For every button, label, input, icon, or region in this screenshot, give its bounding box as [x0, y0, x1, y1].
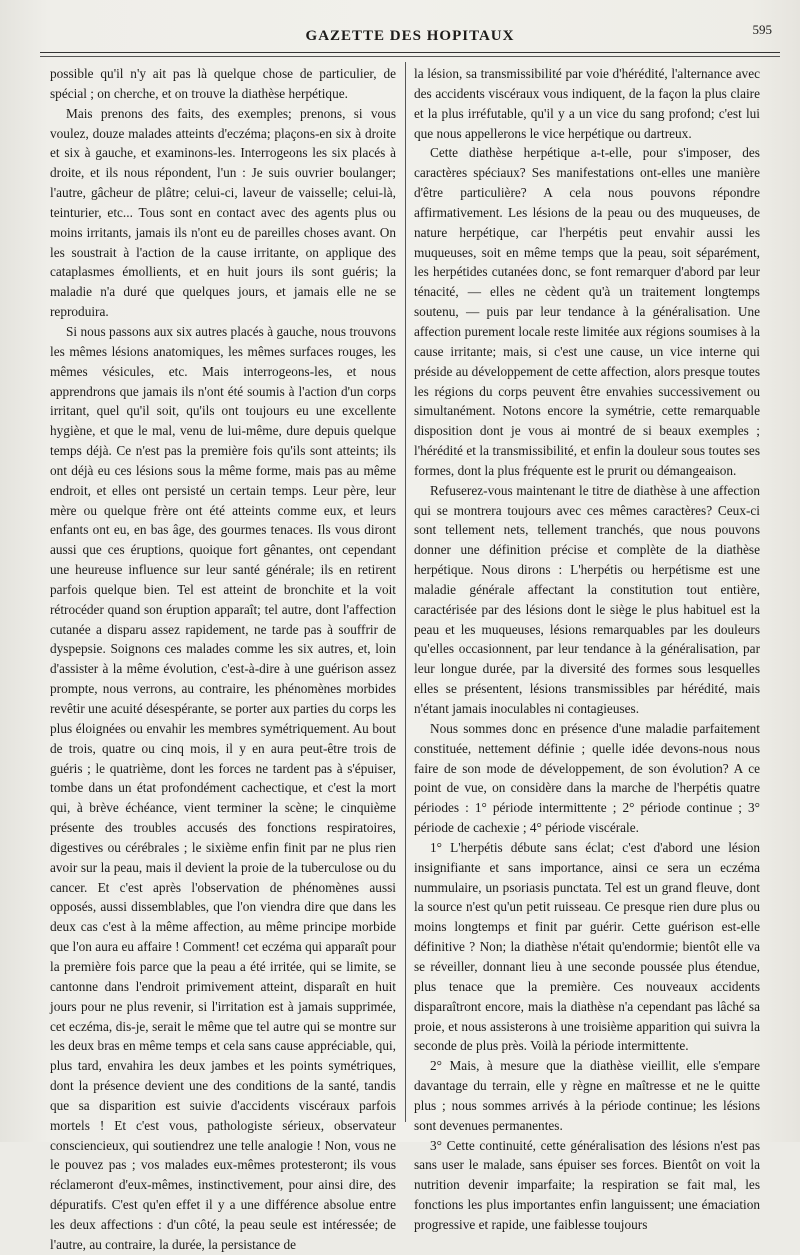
paragraph: Refuserez-vous maintenant le titre de diathèse à une affection qui se montrera toujours avec ces mêmes caractères? Ceux-ci sont tellement nets, tellement tranchés, que nous pouvons donner une définition précise et complète de la diathèse herpétique. Nous dirons : L'herpétis ou herpétisme est une maladie générale affectant la constitution tout entière, caractérisée par des lésions dont le siège le plus habituel est la peau et les muqueuses, lésions remarquables par les douleurs qu'elles occasionnent, par leur tendance à la généralisation, par leur longue durée, par la diversité des formes sous lesquelles elles se présentent, lésions transmissibles par hérédité, mais n'étant jamais inoculables ni contagieuses.	[414, 482, 760, 716]
header-rule-thin	[40, 56, 780, 57]
right-column	[414, 64, 760, 1232]
page-header	[40, 22, 780, 50]
paragraph: possible qu'il n'y ait pas là quelque chose de particulier, de spécial ; on cherche, et on trouve la diathèse herpétique.	[50, 66, 396, 101]
paragraph: Cette diathèse herpétique a-t-elle, pour s'imposer, des caractères spéciaux? Ses manifestations ont-elles une manière d'être particulière? A cela nous pouvons répondre affirmativement. Les lésions de la peau ou des muqueuses, de nature herpétique, car l'herpétis peut envahir aussi les muqueuses, soit en même temps que la peau, soit séparément, les herpétides cutanées donc, se font remarquer d'abord par leur ténacité, — elles ne cèdent qu'à un traitement longtemps soutenu, — puis par leur tendance à la généralisation. Une affection purement locale reste limitée aux régions soumises à la cause irritante; mais, si c'est une cause, un vice interne qui préside au développement de cette affection, alors presque toutes les régions du corps peuvent être envahies successivement ou simultanément. Notons encore la symétrie, cette remarquable disposition dont je vous ai montré de si beaux exemples ; l'hérédité et la transmissibilité, et enfin la douleur sous toutes ses formes, dont la plus fréquente est le prurit ou démangeaison.	[414, 145, 760, 478]
paragraph: Si nous passons aux six autres placés à gauche, nous trouvons les mêmes lésions anatomiques, les mêmes surfaces rouges, les mêmes vésicules, etc. Mais interrogeons-les, et nous apprendrons que jamais ils n'ont été soumis à l'action d'un corps irritant, quel qu'il soit, qu'ils ont toujours eu une excellente hygiène, et que le mal, venu de lui-même, dure depuis quelque temps déjà. Ce n'est pas la première fois qu'ils sont atteints; ils ont déjà eu ces lésions sous la même forme, mais pas au même endroit, et elles ont persisté un certain temps. Leur père, leur mère ou quelque frère ont été atteints comme eux, et leurs enfants ont eu, en bas âge, des gourmes tenaces. Ils vous diront aussi que ces éruptions, quoique fort gênantes, ont cependant une heureuse influence sur leur santé générale; ils en retirent parfois quelque bien. Tel est atteint de bronchite et la voit rétrocéder quand son éruption apparaît; tel autre, dont l'affection cutanée a disparu assez rapidement, ne tarde pas à souffrir de dyspepsie. Soignons ces malades comme les six autres, et, loin d'assister à la même évolution, c'est-à-dire à une guérison assez prompte, nous verrons, au contraire, les phénomènes morbides revêtir une acuité désespérante, se porter aux parties du corps les plus éloignées ou envahir les membres symétriquement. Au bout de trois, quatre ou cinq mois, il y en aura peut-être trois de guéris ; le quatrième, dont les forces ne tardent pas à s'épuiser, tombe dans un état profondément cachectique, et c'est la mort qui, à brève échéance, vient terminer la scène; le cinquième présente des troubles accusés des fonctions respiratoires, digestives ou cérébrales ; le sixième enfin finit par ne plus rien avoir sur la peau, mais il devient la proie de la tuberculose ou du cancer. Et c'est après l'observation de phénomènes aussi opposés, aussi dissemblables, que l'on viendra dire que dans les deux cas c'est à la même affection, au même principe morbide que l'on aura eu affaire ! Comment! cet eczéma qui apparaît pour la première fois parce que la peau a été irritée, qui se limite, se cantonne dans l'endroit primivement atteint, disparaît en huit jours pour ne plus revenir, si l'irritation est à jamais supprimée, cet eczéma, dis-je, serait le même que tel autre qui se montre sur les deux bras en même temps et cela sans cause appréciable, qui, plus tard, envahira les deux jambes et les points symétriques, dont la présence devient une des conditions de la santé, tandis que sa disparition est suivie d'accidents viscéraux parfois mortels ! Et c'est vous, pathologiste sérieux, observateur consciencieux, qui soutiendrez une telle analogie ! Non, vous ne le pouvez pas ; vos malades eux-mêmes protesteront; ils vous réclameront d'eux-mêmes, instinctivement, pour ainsi dire, des dépuratifs. C'est qu'en effet il y a une différence absolue entre les deux affections : d'un côté, la peau seule est intéressée; de l'autre, au contraire, la durée, la persistance de	[50, 323, 396, 1252]
left-column	[50, 64, 396, 1252]
column-divider	[405, 62, 406, 1122]
paragraph: 3° Cette continuité, cette généralisation des lésions n'est pas sans user le malade, sans épuiser ses forces. Bientôt on voit la nutrition devenir imparfaite; la respiration se fait mal, les fonctions les plus importantes enfin languissent; une émaciation progressive et rapide, une faiblesse toujours	[414, 1137, 760, 1232]
paragraph: Mais prenons des faits, des exemples; prenons, si vous voulez, douze malades atteints d'eczéma; plaçons-en six à droite et six à gauche, et examinons-les. Interrogeons les six placés à droite, et ils nous répondent, l'un : Je suis ouvrier boulanger; l'autre, gâcheur de plâtre; celui-ci, laveur de vaisselle; celui-là, teinturier, etc... Tous sont en contact avec des agents plus ou moins irritants, jamais ils n'ont eu de pareilles choses avant. On les soustrait à l'action de la cause irritante, on applique des cataplasmes émollients, et en huit jours ils sont guéris; la maladie n'a duré que quelques jours, et jamais elle ne se reproduira.	[50, 105, 396, 320]
paragraph: Nous sommes donc en présence d'une maladie parfaitement constituée, nettement définie ; quelle idée devons-nous nous faire de son mode de développement, de son évolution? A ce point de vue, on considère dans la marche de l'herpétis quatre périodes : 1° période intermittente ; 2° période continue ; 3° période de cachexie ; 4° période viscérale.	[414, 720, 760, 836]
paragraph: 1° L'herpétis débute sans éclat; c'est d'abord une lésion insignifiante et sans importance, ainsi ce sera un eczéma nummulaire, un psoriasis punctata. Tel est un grand fleuve, dont la source n'est qu'un petit ruisseau. Ce presque rien dure plus ou moins longtemps et finit par guérir. Cette guérison est-elle définitive ? Non; la diathèse n'était qu'endormie; bientôt elle va se réveiller, donnant lieu à une seconde poussée plus étendue, plus tenace que la première. Ces nouveaux accidents disparaîtront encore, mais la diathèse n'a cependant pas lâché sa proie, et nous assisterons à une troisième apparition qui suivra la seconde de plus près. Voilà la période intermittente.	[414, 839, 760, 1054]
paragraph: la lésion, sa transmissibilité par voie d'hérédité, l'alternance avec des accidents viscéraux vous indiquent, de la façon la plus claire et la plus irréfutable, qu'il y a un vice du sang profond; c'est lui que nous appellerons le vice herpétique ou dartreux.	[414, 66, 760, 141]
header-rule	[40, 52, 780, 53]
journal-title: GAZETTE DES HOPITAUX	[305, 28, 515, 44]
page-number: 595	[752, 22, 772, 37]
paragraph: 2° Mais, à mesure que la diathèse vieillit, elle s'empare davantage du terrain, elle y règne en maîtresse et ne le quitte plus ; nous sommes arrivés à la période continue; les lésions sont devenues permanentes.	[414, 1058, 760, 1133]
